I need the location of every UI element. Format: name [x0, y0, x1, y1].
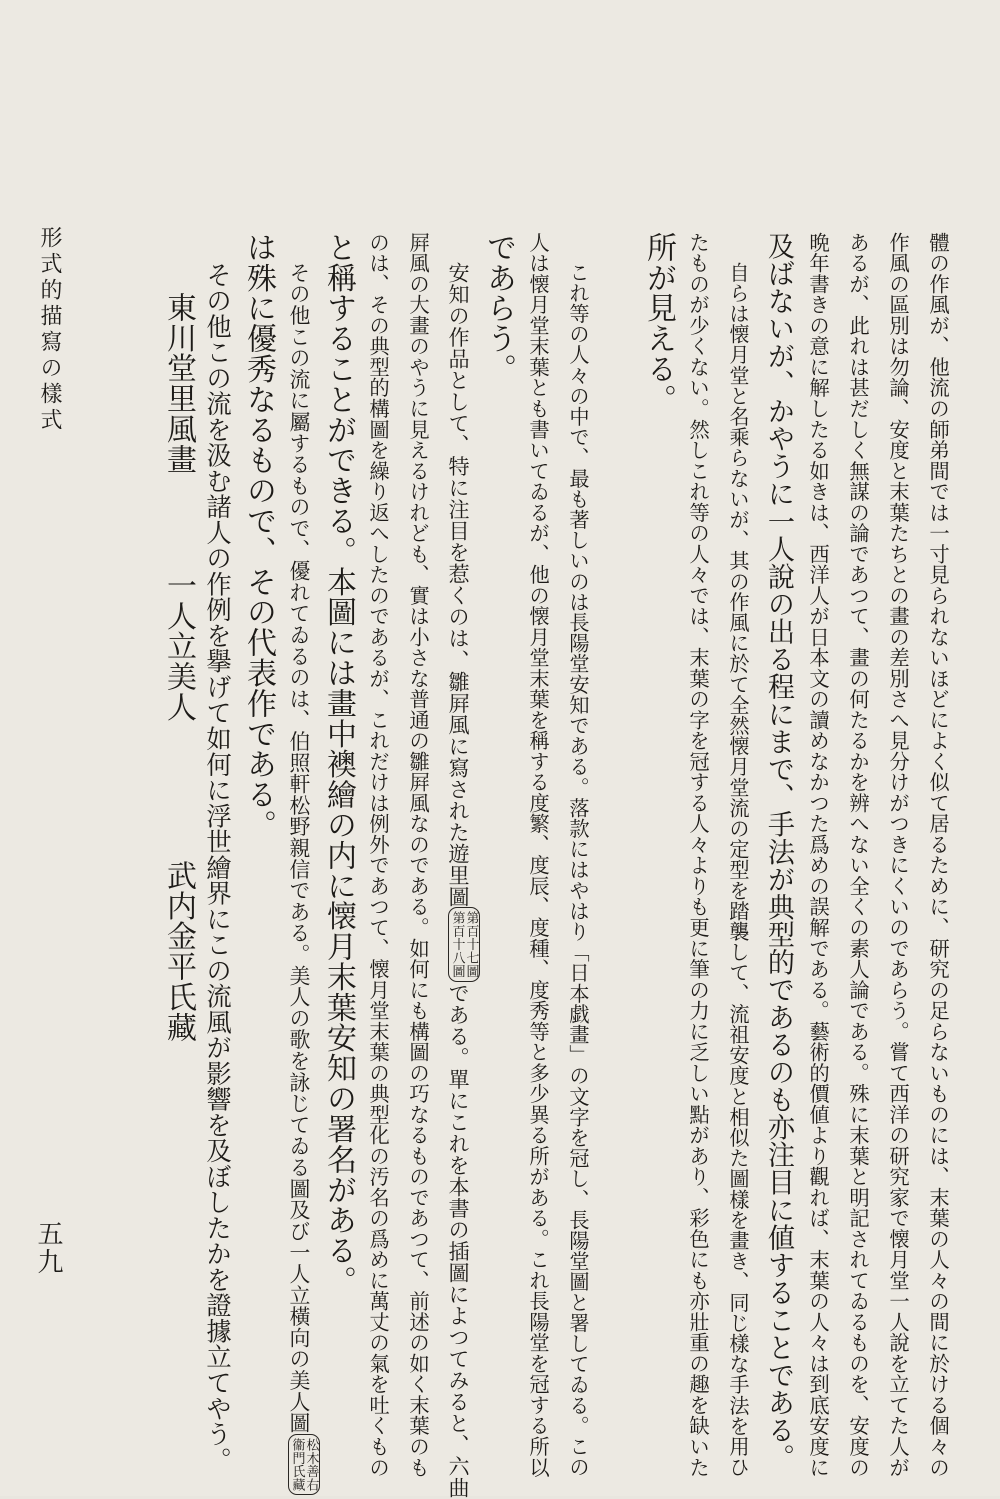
column-text: 屛風の大畫のやうに見えるけれども、實は小さな普通の雛屛風なのである。如何にも構圖の巧なるものであつて、前述の如く末葉のも — [406, 232, 430, 1478]
column-text: あるが、此れは甚だしく無謀の論であつて、畫の何たるかを辨へない全くの素人論である。殊に末葉と明記されてゐるものを、安度の — [846, 232, 870, 1478]
text-column — [158, 570, 198, 722]
column-text: と稱することができる。本圖には畫中襖繪の内に懐月末葉安知の署名がある。 — [321, 232, 356, 1296]
text-column — [158, 860, 198, 1042]
text-column — [638, 232, 678, 414]
column-text: 人は懐月堂末葉とも書いてゐるが、他の懐月堂末葉を稱する度繁、度辰、度種、度秀等と多少異る所がある。これ長陽堂を冠する所以 — [526, 232, 550, 1478]
column-text-continued: である。單にこれを本書の插圖によつてみると、六曲 — [446, 982, 471, 1499]
text-column — [238, 232, 278, 840]
figure-note-line: 松木善右 — [303, 1437, 319, 1492]
column-text: 晩年書きの意に解したる如きは、西洋人が日本文の讀めなかつた爲めの誤解である。藝術的價値より觀れば、末葉の人々は到底安度に — [806, 232, 830, 1478]
text-column — [318, 232, 358, 1296]
page-number: 五九 — [33, 1220, 63, 1276]
text-column — [358, 232, 398, 1478]
figure-note — [448, 907, 480, 982]
text-column — [478, 232, 518, 384]
column-text: 武内金平氏藏 — [161, 860, 196, 1043]
text-column — [518, 232, 558, 1478]
column-text: は殊に優秀なるもので、その代表作である。 — [241, 232, 276, 840]
column-text: その他この流を汲む諸人の作例を擧げて如何に浮世繪界にこの流風が影響を及ぼしたかを證據立てやう。 — [203, 262, 233, 1473]
text-column — [918, 232, 958, 1478]
text-column — [878, 232, 918, 1478]
text-column — [278, 262, 320, 1495]
text-column — [838, 232, 878, 1478]
figure-note-line: 第百十八圖 — [449, 911, 465, 979]
text-column — [438, 262, 480, 1499]
column-text: のは、その典型的構圖を繰り返へしたのであるが、これだけは例外であつて、懐月堂末葉の典型化の汚名の爲めに萬丈の氣を吐くもの — [366, 232, 390, 1478]
text-column — [398, 232, 438, 1478]
column-text: たものが少くない。然しこれ等の人々では、末葉の字を冠する人々よりも更に筆の力に乏しい點があり、彩色にも亦壯重の趣を缺いた — [686, 232, 710, 1478]
column-text: 自らは懐月堂と名乘らないが、其の作風に於て全然懐月堂流の定型を踏襲して、流祖安度と相似た圖樣を畫き、同じ樣な手法を用ひ — [726, 262, 750, 1478]
running-head: 形式的描寫の樣式 — [37, 226, 62, 434]
text-column — [558, 262, 598, 1477]
column-text: 一人立美人 — [161, 570, 196, 722]
column-text: 安知の作品として、特に注目を惹くのは、雛屛風に寫された遊里圖 — [446, 262, 471, 908]
column-text: 所が見える。 — [641, 232, 676, 415]
column-text: これ等の人々の中で、最も著しいのは長陽堂安知である。落款にはやはり「日本戯畫」の文字を冠し、長陽堂圖と署してゐる。この — [566, 262, 590, 1478]
text-column — [678, 232, 718, 1478]
column-text: その他この流に屬するもので、優れてゐるのは、伯照軒松野親信である。美人の歌を詠じてゐる圖及び一人立橫向の美人圖 — [286, 262, 310, 1434]
figure-note — [288, 1434, 320, 1496]
figure-note-line: 衞門氏藏 — [289, 1437, 305, 1492]
text-column — [158, 292, 198, 474]
text-column — [798, 232, 838, 1478]
column-text: 東川堂里風畫 — [161, 292, 196, 475]
column-text: 作風の區別は勿論、安度と末葉たちとの畫の差別さへ見分けがつきにくいのであらう。嘗て西洋の研究家で懐月堂一人說を立てた人が — [886, 232, 910, 1478]
text-column — [198, 262, 238, 1473]
column-text: 及ばないが、かやうに一人說の出る程にまで、手法が典型的であるのも亦注目に値することである。 — [763, 232, 794, 1472]
text-column — [758, 232, 798, 1471]
column-text: 體の作風が、他流の師弟間では一寸見られないほどによく似て居るために、研究の足らないものには、末葉の人々の間に於ける個々の — [926, 232, 950, 1478]
column-text: であらう。 — [481, 232, 516, 384]
figure-note-line: 第百十七圖 — [463, 911, 479, 979]
text-column — [718, 262, 758, 1477]
